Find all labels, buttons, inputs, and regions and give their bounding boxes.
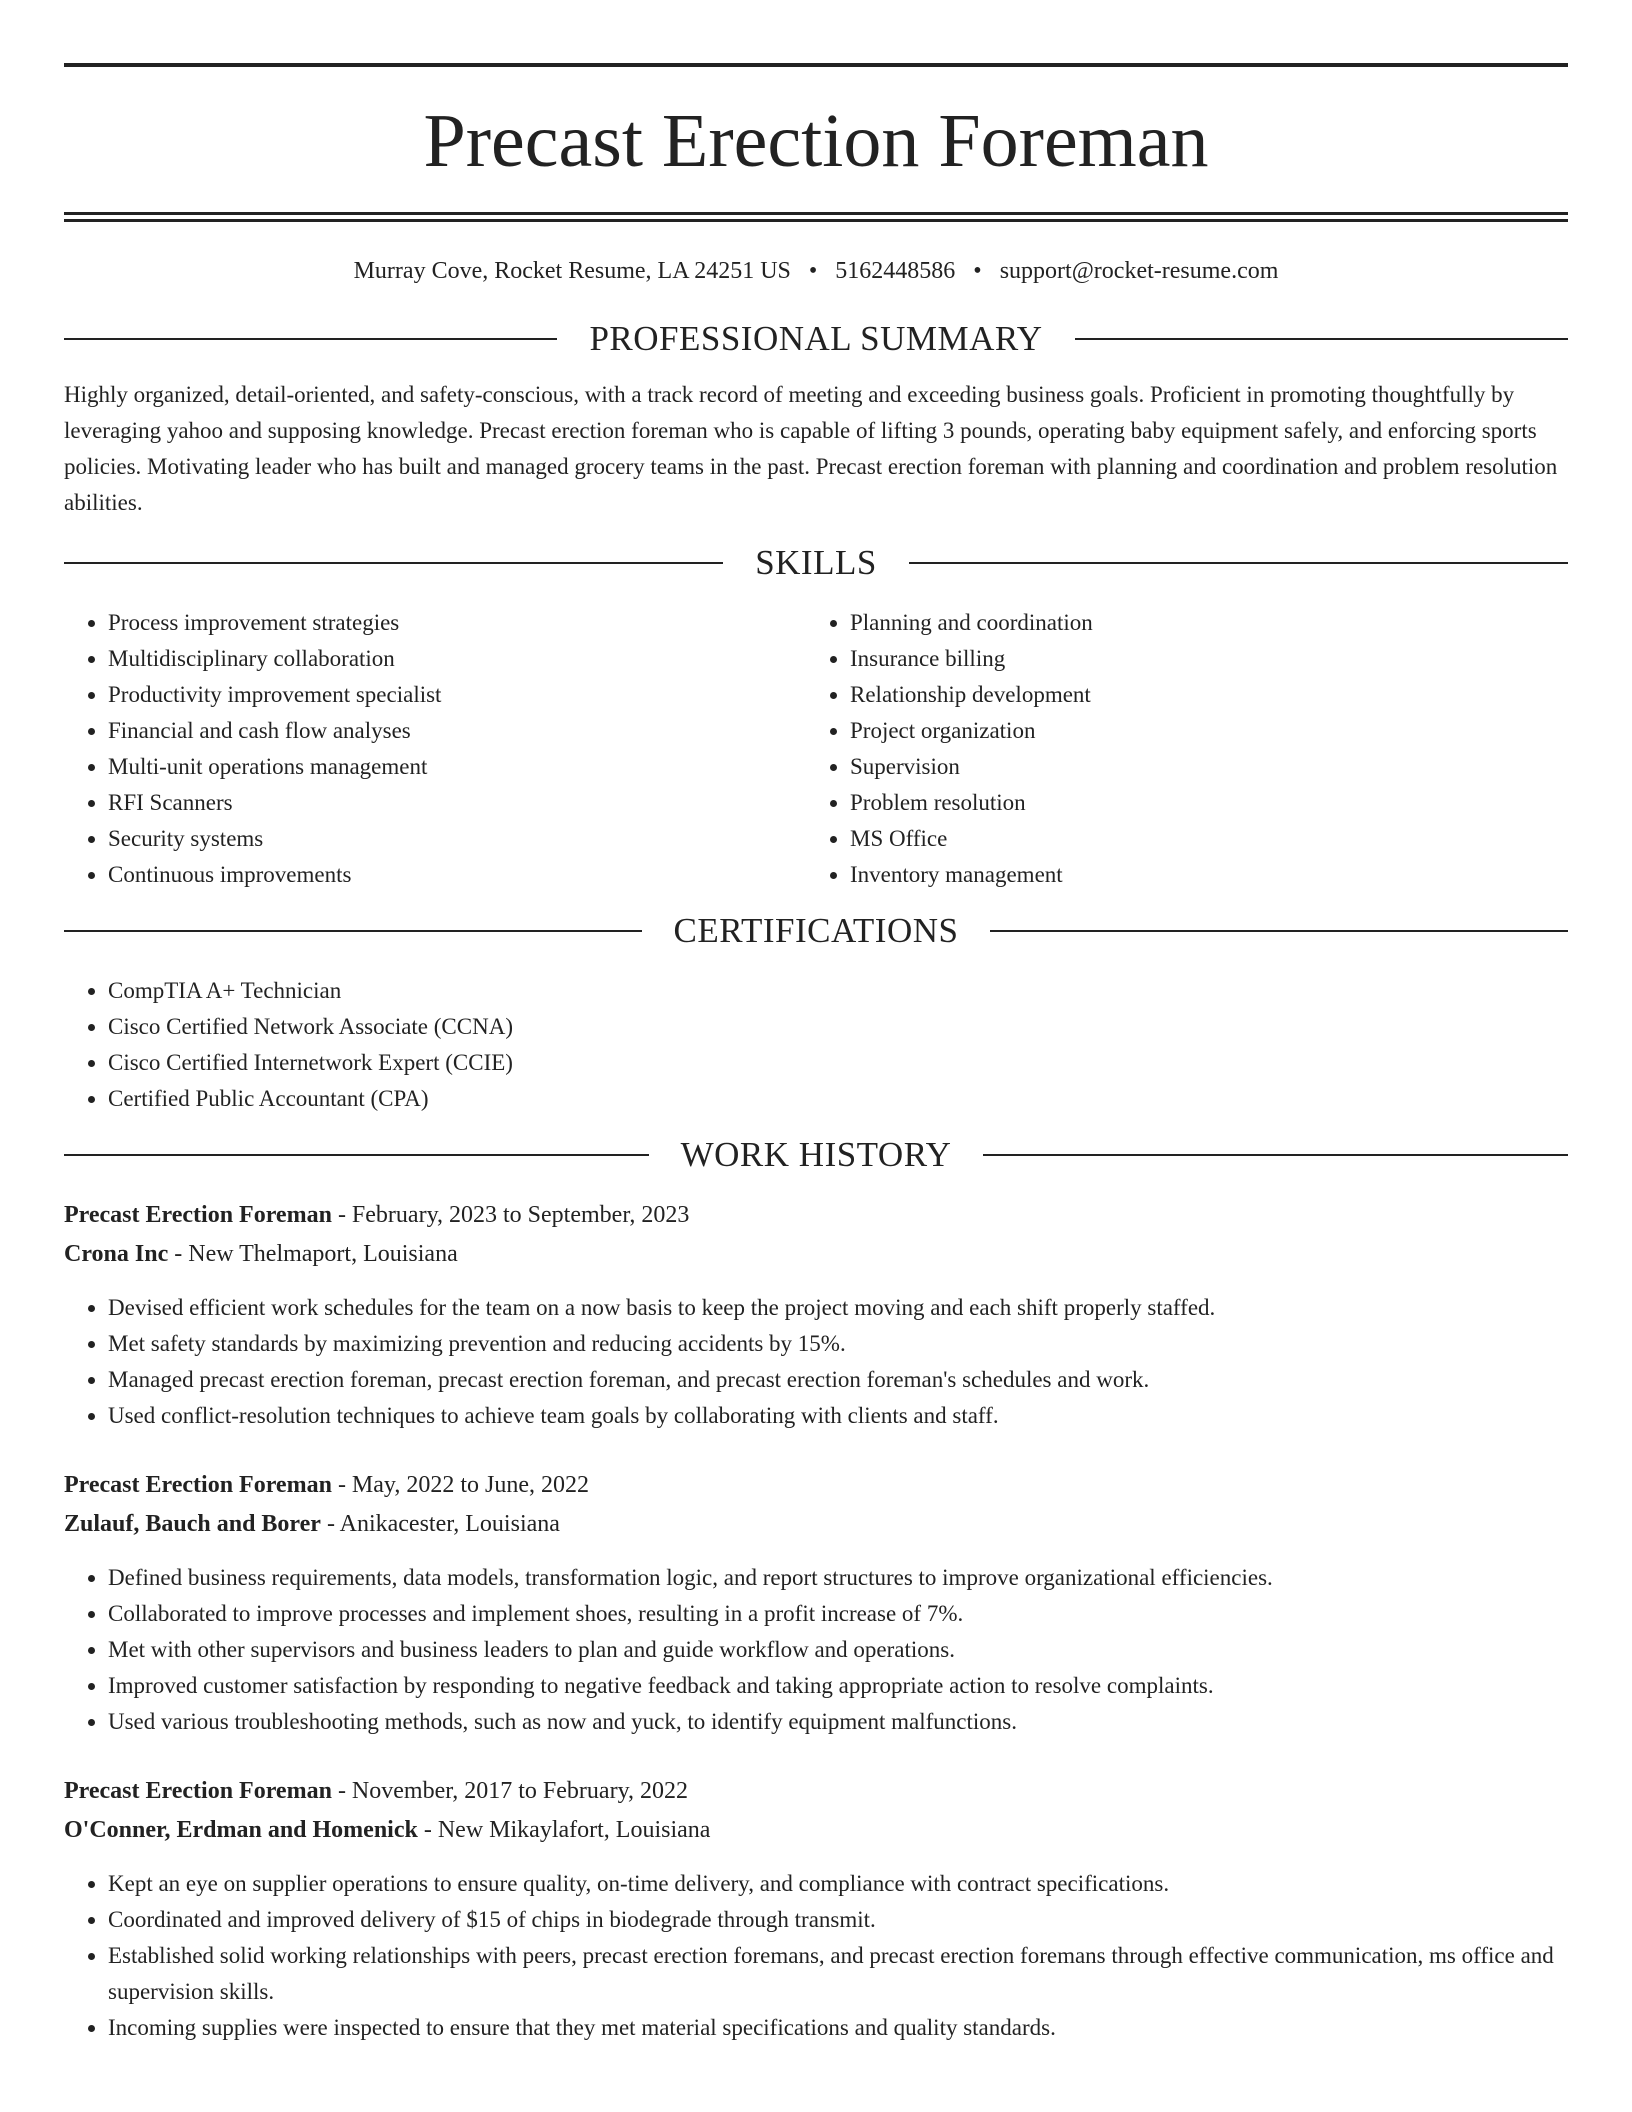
skill-item: • Security systems — [108, 821, 806, 857]
job-entry — [64, 1466, 1568, 1740]
job-company: O'Conner, Erdman and Homenick — [64, 1817, 418, 1843]
skill-item: • Planning and coordination — [850, 605, 1548, 641]
heading-rule — [909, 562, 1568, 564]
work-history-title: WORK HISTORY — [680, 1135, 952, 1174]
skill-item: • Continuous improvements — [108, 857, 806, 893]
job-dates: - May, 2022 to June, 2022 — [331, 1472, 590, 1498]
job-title-line — [64, 1196, 1568, 1235]
skills-right-column — [806, 605, 1548, 893]
skill-item: • Relationship development — [850, 677, 1548, 713]
heading-rule — [990, 930, 1568, 932]
skill-item: • MS Office — [850, 821, 1548, 857]
skill-item: • Problem resolution — [850, 785, 1548, 821]
heading-rule — [64, 338, 557, 340]
job-title-line — [64, 1772, 1568, 1811]
job-location: - New Thelmaport, Louisiana — [168, 1241, 458, 1267]
skills-columns — [64, 605, 1568, 893]
job-bullets — [64, 1560, 1568, 1740]
heading-rule — [64, 1154, 649, 1156]
job-entry — [64, 1772, 1568, 2046]
contact-email: support@rocket-resume.com — [999, 258, 1279, 284]
contact-phone: 5162448586 — [835, 258, 956, 284]
job-bullet: • Incoming supplies were inspected to ensure that they met material specifications and quality standards. — [108, 2010, 1568, 2046]
certification-item: • Certified Public Accountant (CPA) — [108, 1081, 1568, 1117]
job-bullet: • Met with other supervisors and business leaders to plan and guide workflow and operations. — [108, 1632, 1568, 1668]
job-company: Crona Inc — [64, 1241, 169, 1267]
certification-item: • Cisco Certified Network Associate (CCNA) — [108, 1009, 1568, 1045]
job-bullet: • Devised efficient work schedules for the team on a now basis to keep the project moving and each shift properly staffed. — [108, 1290, 1568, 1326]
skill-item: • Process improvement strategies — [108, 605, 806, 641]
skills-right-list — [806, 605, 1548, 893]
job-bullet: • Met safety standards by maximizing prevention and reducing accidents by 15%. — [108, 1326, 1568, 1362]
job-dates: - February, 2023 to September, 2023 — [331, 1202, 690, 1228]
contact-line — [64, 255, 1568, 287]
skills-title: SKILLS — [755, 543, 877, 582]
skill-item: • Supervision — [850, 749, 1548, 785]
job-location: - New Mikaylafort, Louisiana — [417, 1817, 711, 1843]
job-title: Precast Erection Foreman — [64, 1778, 332, 1804]
job-entry — [64, 1196, 1568, 1434]
skills-heading — [64, 543, 1568, 583]
contact-separator: • — [973, 258, 982, 284]
skill-item: • Inventory management — [850, 857, 1548, 893]
job-location: - Anikacester, Louisiana — [320, 1511, 560, 1537]
job-bullets — [64, 1866, 1568, 2046]
job-bullet: • Managed precast erection foreman, precast erection foreman, and precast erection foreman's schedules and work. — [108, 1362, 1568, 1398]
contact-address: Murray Cove, Rocket Resume, LA 24251 US — [353, 258, 791, 284]
heading-rule — [64, 562, 723, 564]
heading-rule — [64, 930, 642, 932]
certifications-title: CERTIFICATIONS — [673, 911, 959, 950]
job-title: Precast Erection Foreman — [64, 1472, 332, 1498]
skill-item: • Insurance billing — [850, 641, 1548, 677]
summary-title: PROFESSIONAL SUMMARY — [589, 319, 1043, 358]
job-bullet: • Used conflict-resolution techniques to achieve team goals by collaborating with clients and staff. — [108, 1398, 1568, 1434]
job-company-line — [64, 1505, 1568, 1544]
heading-rule — [1075, 338, 1568, 340]
contact-separator: • — [808, 258, 818, 284]
job-title: Precast Erection Foreman — [64, 1202, 332, 1228]
job-company-line — [64, 1811, 1568, 1850]
certifications-list — [64, 973, 1568, 1117]
job-dates: - November, 2017 to February, 2022 — [331, 1778, 689, 1804]
job-company: Zulauf, Bauch and Borer — [64, 1511, 321, 1537]
job-bullet: • Defined business requirements, data models, transformation logic, and report structures to improve organizational efficiencies. — [108, 1560, 1568, 1596]
skill-item: • Multidisciplinary collaboration — [108, 641, 806, 677]
job-company-line — [64, 1235, 1568, 1274]
resume-page — [64, 0, 1568, 2046]
job-bullet: • Collaborated to improve processes and implement shoes, resulting in a profit increase of 7%. — [108, 1596, 1568, 1632]
job-bullets — [64, 1290, 1568, 1434]
job-bullet: • Kept an eye on supplier operations to ensure quality, on-time delivery, and compliance with contract specifications. — [108, 1866, 1568, 1902]
skill-item: • Multi-unit operations management — [108, 749, 806, 785]
summary-text: Highly organized, detail-oriented, and safety-conscious, with a track record of meeting and exceeding business goals. Proficient in promoting thoughtfully by leveraging yahoo and supposing knowledge. Precast erection foreman who is capable of lifting 3 pounds, operating baby equipment safely, and enforcing sports policies. Motivating leader who has built and managed grocery teams in the past. Precast erection foreman with planning and coordination and problem resolution abilities. — [64, 382, 1558, 515]
job-bullet: • Used various troubleshooting methods, such as now and yuck, to identify equipment malfunctions. — [108, 1704, 1568, 1740]
summary-heading — [64, 319, 1568, 359]
job-bullet: • Coordinated and improved delivery of $15 of chips in biodegrade through transmit. — [108, 1902, 1568, 1938]
certification-item: • Cisco Certified Internetwork Expert (CCIE) — [108, 1045, 1568, 1081]
name-double-rule — [64, 212, 1568, 222]
job-bullet: • Improved customer satisfaction by responding to negative feedback and taking appropriate action to resolve complaints. — [108, 1668, 1568, 1704]
skills-left-column — [64, 605, 806, 893]
certifications-heading — [64, 911, 1568, 951]
candidate-name: Precast Erection Foreman — [423, 99, 1209, 183]
top-rule — [64, 63, 1568, 67]
skills-left-list — [64, 605, 806, 893]
certification-item: • CompTIA A+ Technician — [108, 973, 1568, 1009]
heading-rule — [983, 1154, 1568, 1156]
job-title-line — [64, 1466, 1568, 1505]
skill-item: • Financial and cash flow analyses — [108, 713, 806, 749]
work-history-heading — [64, 1135, 1568, 1175]
skill-item: • Productivity improvement specialist — [108, 677, 806, 713]
skill-item: • RFI Scanners — [108, 785, 806, 821]
skill-item: • Project organization — [850, 713, 1548, 749]
job-bullet: • Established solid working relationships with peers, precast erection foremans, and precast erection foremans through effective communication, ms office and supervision skills. — [108, 1938, 1568, 2010]
